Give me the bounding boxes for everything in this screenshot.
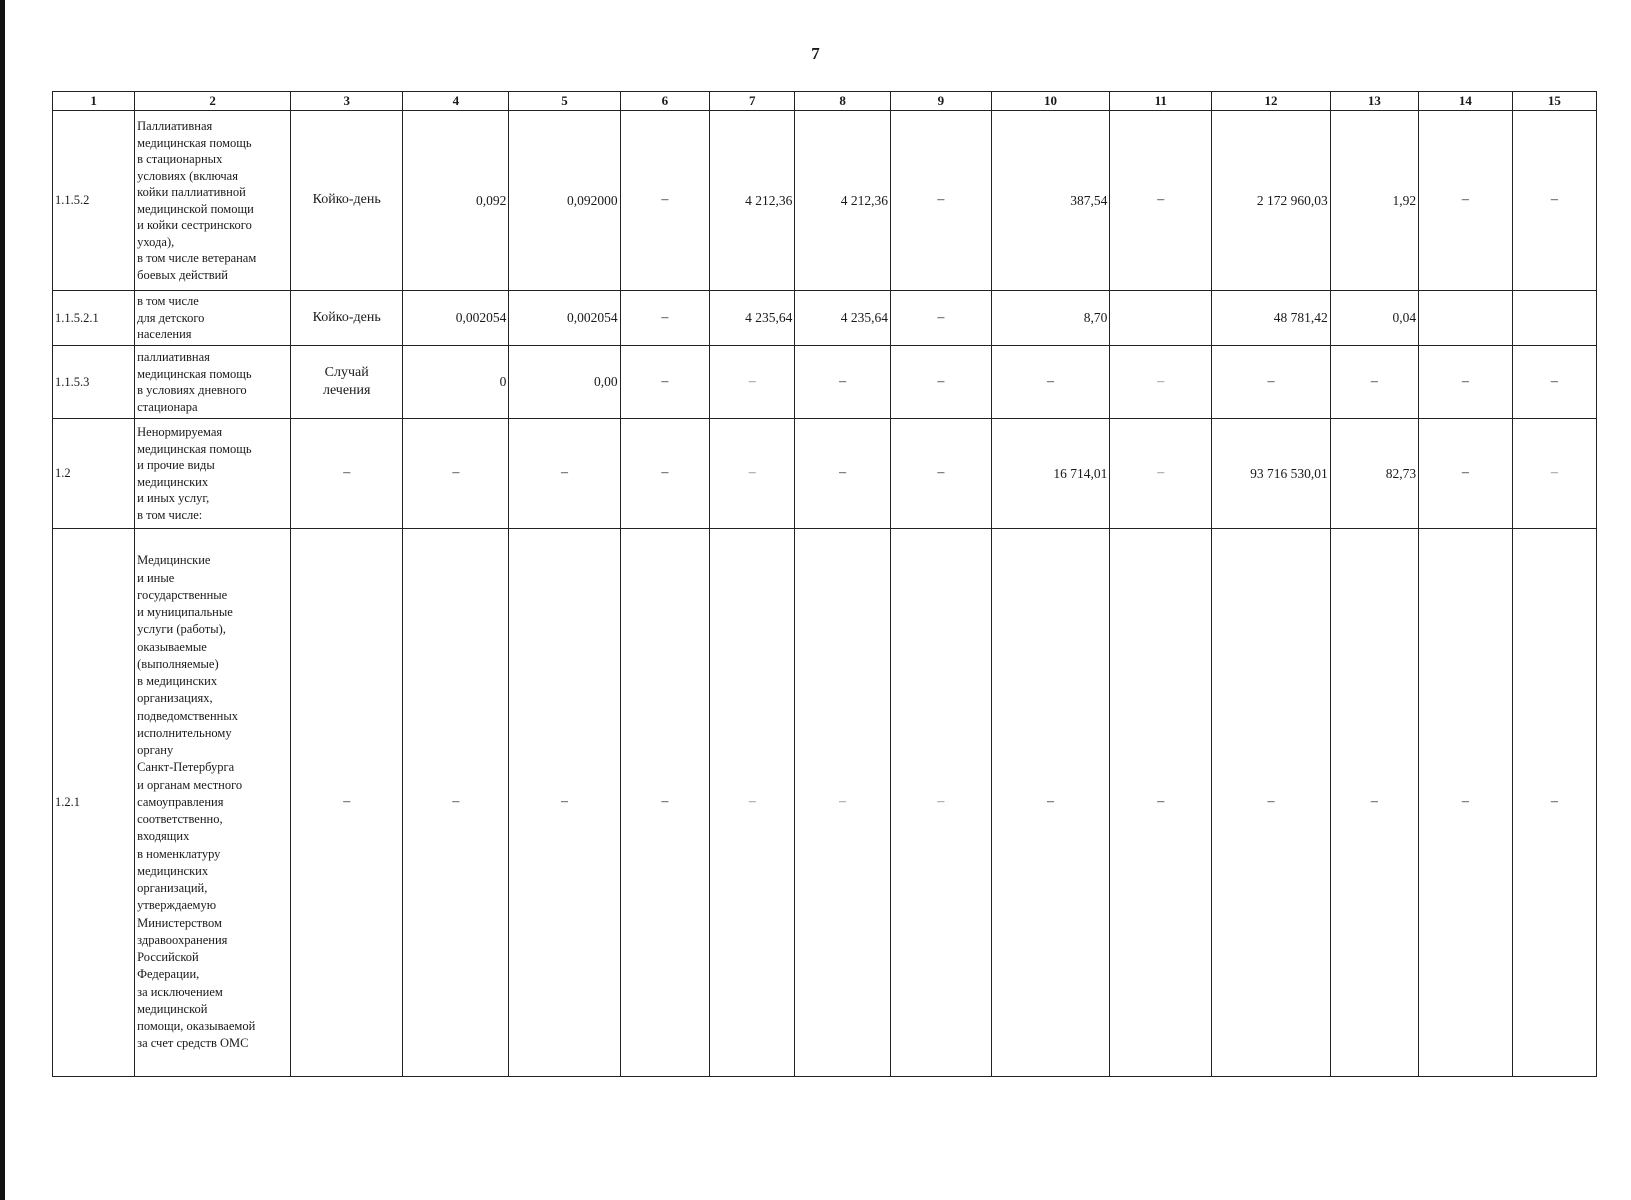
cell-c4: 0 bbox=[403, 346, 509, 419]
cell-c10: 16 714,01 bbox=[991, 419, 1110, 529]
name-line: помощи, оказываемой bbox=[137, 1019, 256, 1034]
name-line: и органам местного bbox=[137, 777, 243, 792]
cell-c12: 93 716 530,01 bbox=[1212, 419, 1331, 529]
name-line: Федерации, bbox=[137, 967, 200, 982]
row-unit: – bbox=[291, 419, 403, 529]
name-line: Министерством bbox=[137, 915, 222, 930]
name-line: оказываемые bbox=[137, 639, 207, 654]
name-line: Ненормируемая bbox=[137, 425, 223, 439]
cell-c10: – bbox=[991, 529, 1110, 1077]
cell-c4: – bbox=[403, 529, 509, 1077]
page-number: 7 bbox=[811, 44, 820, 63]
cell-c15: – bbox=[1512, 346, 1596, 419]
name-line: в стационарных bbox=[137, 152, 223, 166]
column-header: 8 bbox=[795, 92, 891, 111]
cell-c13: 82,73 bbox=[1330, 419, 1418, 529]
name-line: за счет средств ОМС bbox=[137, 1036, 249, 1051]
column-header: 4 bbox=[403, 92, 509, 111]
cell-c12: 2 172 960,03 bbox=[1212, 111, 1331, 291]
name-line: и иных услуг, bbox=[137, 491, 210, 505]
name-line: здравоохранения bbox=[137, 932, 228, 947]
row-code: 1.1.5.3 bbox=[53, 346, 135, 419]
name-line: и прочие виды bbox=[137, 458, 215, 472]
name-line: Российской bbox=[137, 950, 199, 965]
column-header: 11 bbox=[1110, 92, 1212, 111]
table-row bbox=[53, 291, 1597, 346]
name-line: государственные bbox=[137, 587, 228, 602]
cell-c6: – bbox=[620, 111, 709, 291]
scan-edge bbox=[0, 0, 5, 1200]
cell-c5: – bbox=[509, 529, 620, 1077]
cell-c7: 4 235,64 bbox=[710, 291, 795, 346]
name-line: для детского bbox=[137, 310, 205, 325]
column-header: 12 bbox=[1212, 92, 1331, 111]
cell-c14: – bbox=[1419, 419, 1513, 529]
cell-c11: – bbox=[1110, 419, 1212, 529]
name-line: медицинской помощи bbox=[137, 201, 254, 216]
table-row bbox=[53, 346, 1597, 419]
cell-c8: – bbox=[795, 419, 891, 529]
cell-c12: – bbox=[1212, 346, 1331, 419]
name-line: медицинских bbox=[137, 474, 209, 489]
name-line: за исключением bbox=[137, 984, 223, 999]
name-line: койки паллиативной bbox=[137, 185, 246, 199]
name-line: организаций, bbox=[137, 881, 208, 896]
name-line: органу bbox=[137, 743, 174, 758]
cell-c5: 0,002054 bbox=[509, 291, 620, 346]
cell-c14: – bbox=[1419, 529, 1513, 1077]
table-row bbox=[53, 111, 1597, 291]
cell-c11 bbox=[1110, 291, 1212, 346]
row-unit: – bbox=[291, 529, 403, 1077]
name-line: Санкт-Петербурга bbox=[137, 760, 235, 775]
cell-c4: – bbox=[403, 419, 509, 529]
name-line: входящих bbox=[137, 829, 190, 844]
row-code: 1.1.5.2 bbox=[53, 111, 135, 291]
cell-c12: 48 781,42 bbox=[1212, 291, 1331, 346]
row-unit: Койко-день bbox=[291, 291, 403, 346]
column-header: 13 bbox=[1330, 92, 1418, 111]
name-line: населения bbox=[137, 327, 192, 342]
name-line: исполнительному bbox=[137, 725, 232, 740]
name-line: соответственно, bbox=[137, 812, 223, 827]
row-name bbox=[135, 291, 291, 346]
cell-c13: 0,04 bbox=[1330, 291, 1418, 346]
name-line: самоуправления bbox=[137, 794, 224, 809]
header-row bbox=[53, 92, 1597, 111]
cell-c12: – bbox=[1212, 529, 1331, 1077]
cell-c15 bbox=[1512, 291, 1596, 346]
name-line: и койки сестринского bbox=[137, 218, 252, 232]
column-header: 2 bbox=[135, 92, 291, 111]
cell-c8: 4 212,36 bbox=[795, 111, 891, 291]
row-code: 1.2.1 bbox=[53, 529, 135, 1077]
name-line: Паллиативная bbox=[137, 119, 213, 133]
row-unit bbox=[291, 346, 403, 419]
cell-c7: – bbox=[710, 529, 795, 1077]
name-line: в медицинских bbox=[137, 674, 218, 689]
name-line: подведомственных bbox=[137, 708, 238, 723]
name-line: стационара bbox=[137, 399, 198, 414]
row-name bbox=[135, 419, 291, 529]
cell-c10: 8,70 bbox=[991, 291, 1110, 346]
name-line: и муниципальные bbox=[137, 605, 233, 620]
row-name bbox=[135, 346, 291, 419]
name-line: паллиативная bbox=[137, 350, 210, 364]
cell-c7: – bbox=[710, 419, 795, 529]
cell-c13: – bbox=[1330, 346, 1418, 419]
cell-c10: 387,54 bbox=[991, 111, 1110, 291]
name-line: организациях, bbox=[137, 691, 213, 706]
name-line: услуги (работы), bbox=[137, 622, 226, 637]
cell-c15: – bbox=[1512, 529, 1596, 1077]
cell-c14 bbox=[1419, 291, 1513, 346]
cell-c5: 0,00 bbox=[509, 346, 620, 419]
cell-c8: – bbox=[795, 529, 891, 1077]
unit-line: Случай bbox=[324, 364, 369, 380]
table-row bbox=[53, 419, 1597, 529]
cell-c11: – bbox=[1110, 346, 1212, 419]
name-line: медицинская помощь bbox=[137, 441, 252, 456]
column-header: 5 bbox=[509, 92, 620, 111]
cell-c9: – bbox=[890, 291, 991, 346]
row-name bbox=[135, 529, 291, 1077]
cell-c14: – bbox=[1419, 111, 1513, 291]
cell-c5: 0,092000 bbox=[509, 111, 620, 291]
cell-c6: – bbox=[620, 419, 709, 529]
cell-c15: – bbox=[1512, 111, 1596, 291]
name-line: ухода), bbox=[137, 234, 175, 249]
cell-c4: 0,002054 bbox=[403, 291, 509, 346]
cell-c7: – bbox=[710, 346, 795, 419]
name-line: в номенклатуру bbox=[137, 846, 221, 861]
cell-c6: – bbox=[620, 346, 709, 419]
cell-c5: – bbox=[509, 419, 620, 529]
name-line: в том числе bbox=[137, 294, 199, 309]
row-name bbox=[135, 111, 291, 291]
data-table bbox=[52, 91, 1597, 1077]
cell-c9: – bbox=[890, 346, 991, 419]
column-header: 6 bbox=[620, 92, 709, 111]
name-line: в условиях дневного bbox=[137, 383, 247, 397]
cell-c9: – bbox=[890, 419, 991, 529]
unit-line: лечения bbox=[322, 383, 371, 398]
column-header: 7 bbox=[710, 92, 795, 111]
row-unit: Койко-день bbox=[291, 111, 403, 291]
name-line: медицинская помощь bbox=[137, 135, 252, 150]
name-line: утверждаемую bbox=[137, 898, 217, 913]
name-line: (выполняемые) bbox=[137, 656, 219, 671]
cell-c8: 4 235,64 bbox=[795, 291, 891, 346]
row-code: 1.1.5.2.1 bbox=[53, 291, 135, 346]
name-line: в том числе: bbox=[137, 507, 203, 522]
cell-c9: – bbox=[890, 111, 991, 291]
cell-c9: – bbox=[890, 529, 991, 1077]
cell-c6: – bbox=[620, 291, 709, 346]
name-line: и иные bbox=[137, 570, 175, 585]
cell-c11: – bbox=[1110, 111, 1212, 291]
cell-c13: – bbox=[1330, 529, 1418, 1077]
cell-c7: 4 212,36 bbox=[710, 111, 795, 291]
cell-c14: – bbox=[1419, 346, 1513, 419]
name-line: боевых действий bbox=[137, 267, 229, 282]
column-header: 9 bbox=[890, 92, 991, 111]
table-row bbox=[53, 529, 1597, 1077]
name-line: медицинских bbox=[137, 863, 209, 878]
cell-c6: – bbox=[620, 529, 709, 1077]
column-header: 3 bbox=[291, 92, 403, 111]
name-line: медицинская помощь bbox=[137, 366, 252, 381]
name-line: Медицинские bbox=[137, 553, 211, 568]
cell-c15: – bbox=[1512, 419, 1596, 529]
name-line: медицинской bbox=[137, 1001, 208, 1016]
column-header: 15 bbox=[1512, 92, 1596, 111]
cell-c11: – bbox=[1110, 529, 1212, 1077]
cell-c10: – bbox=[991, 346, 1110, 419]
cell-c13: 1,92 bbox=[1330, 111, 1418, 291]
cell-c8: – bbox=[795, 346, 891, 419]
name-line: условиях (включая bbox=[137, 168, 238, 183]
column-header: 10 bbox=[991, 92, 1110, 111]
cell-c4: 0,092 bbox=[403, 111, 509, 291]
column-header: 1 bbox=[53, 92, 135, 111]
name-line: в том числе ветеранам bbox=[137, 251, 257, 265]
column-header: 14 bbox=[1419, 92, 1513, 111]
row-code: 1.2 bbox=[53, 419, 135, 529]
